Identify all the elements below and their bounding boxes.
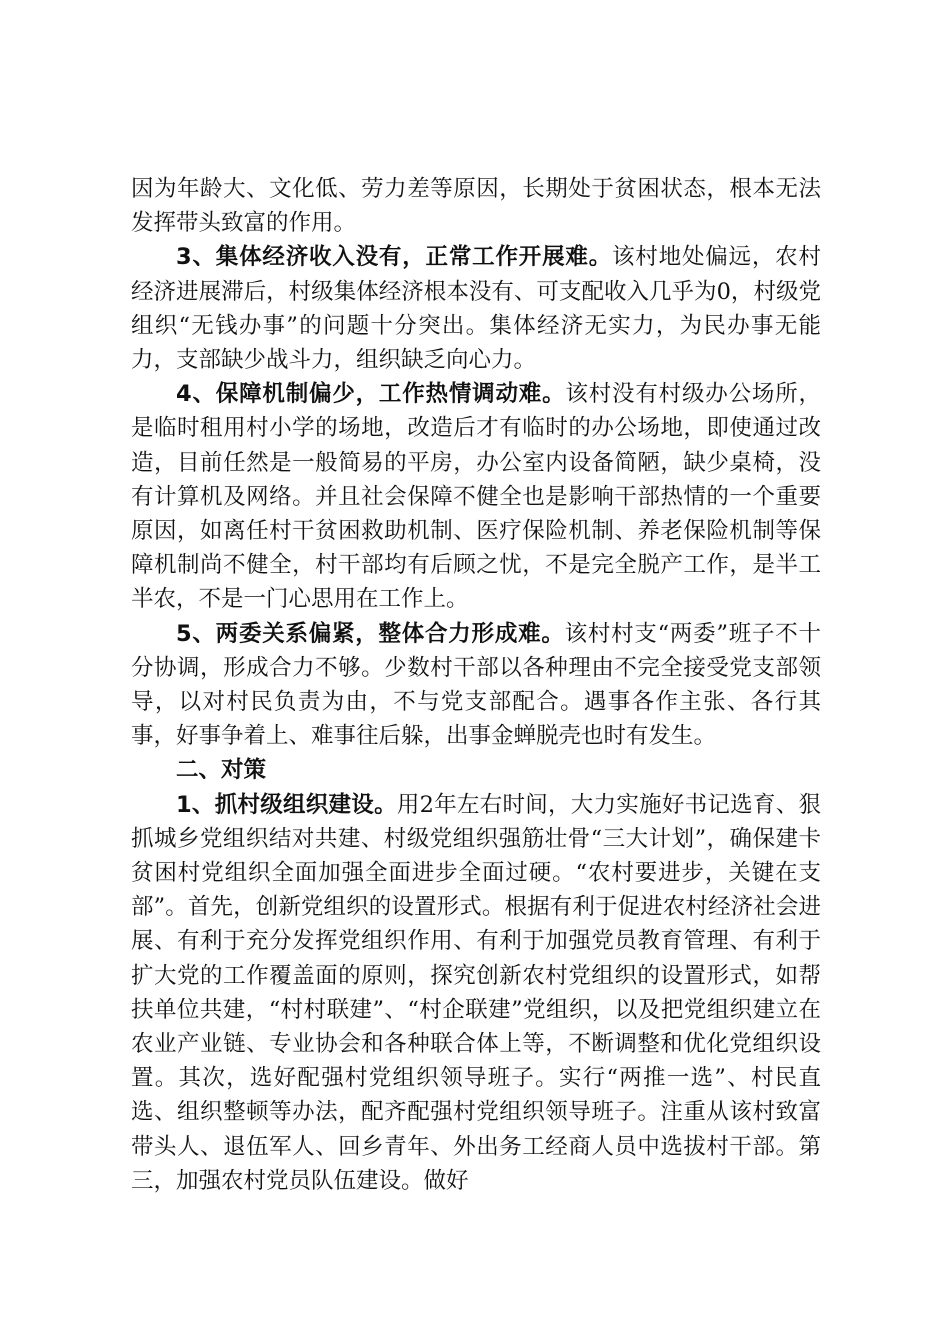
paragraph-2	[131, 240, 821, 377]
section-heading-text: 二、对策	[176, 757, 267, 784]
document-body	[131, 172, 821, 1198]
paragraph-2-heading: 3、集体经济收入没有，正常工作开展难。	[176, 244, 613, 271]
paragraph-1	[131, 172, 821, 240]
paragraph-4-body: 该村村支“两委”班子不十分协调，形成合力不够。少数村干部以各种理由不完全接受党支部领导，以对村民负责为由，不与党支部配合。遇事各作主张、各行其事，好事争着上、难事往后躲，出事金蝉脱壳也时有发生。	[131, 620, 821, 750]
paragraph-6-body: 用2年左右时间，大力实施好书记选育、狠抓城乡党组织结对共建、村级党组织强筋壮骨“三大计划”，确保建卡贫困村党组织全面加强全面进步全面过硬。“农村要进步，关键在支部”。首先，创新党组织的设置形式。根据有利于促进农村经济社会进展、有利于充分发挥党组织作用、有利于加强党员教育管理、有利于扩大党的工作覆盖面的原则，探究创新农村党组织的设置形式，如帮扶单位共建，“村村联建”、“村企联建”党组织，以及把党组织建立在农业产业链、专业协会和各种联合体上等，不断调整和优化党组织设置。其次，选好配强村党组织领导班子。实行“两推一选”、村民直选、组织整顿等办法，配齐配强村党组织领导班子。注重从该村致富带头人、退伍军人、回乡青年、外出务工经商人员中选拔村干部。第三，加强农村党员队伍建设。做好	[131, 791, 821, 1194]
paragraph-3-heading: 4、保障机制偏少，工作热情调动难。	[176, 381, 566, 408]
paragraph-3	[131, 377, 821, 616]
paragraph-4-heading: 5、两委关系偏紧，整体合力形成难。	[176, 620, 565, 647]
paragraph-6-heading: 1、抓村级组织建设。	[176, 791, 397, 818]
section-heading-countermeasures	[131, 753, 821, 787]
paragraph-4	[131, 617, 821, 754]
paragraph-3-body: 该村没有村级办公场所，是临时租用村小学的场地，改造后才有临时的办公场地，即使通过改造，目前任然是一般简易的平房，办公室内设备简陋，缺少桌椅，没有计算机及网络。并且社会保障不健全也是影响干部热情的一个重要原因，如离任村干贫困救助机制、医疗保险机制、养老保险机制等保障机制尚不健全，村干部均有后顾之忧，不是完全脱产工作，是半工半农，不是一门心思用在工作上。	[131, 381, 821, 613]
paragraph-1-body: 因为年龄大、文化低、劳力差等原因，长期处于贫困状态，根本无法发挥带头致富的作用。	[131, 176, 821, 237]
paragraph-2-body: 该村地处偏远，农村经济进展滞后，村级集体经济根本没有、可支配收入几乎为0，村级党组织“无钱办事”的问题十分突出。集体经济无实力，为民办事无能力，支部缺少战斗力，组织缺乏向心力。	[131, 244, 821, 374]
paragraph-6	[131, 788, 821, 1198]
